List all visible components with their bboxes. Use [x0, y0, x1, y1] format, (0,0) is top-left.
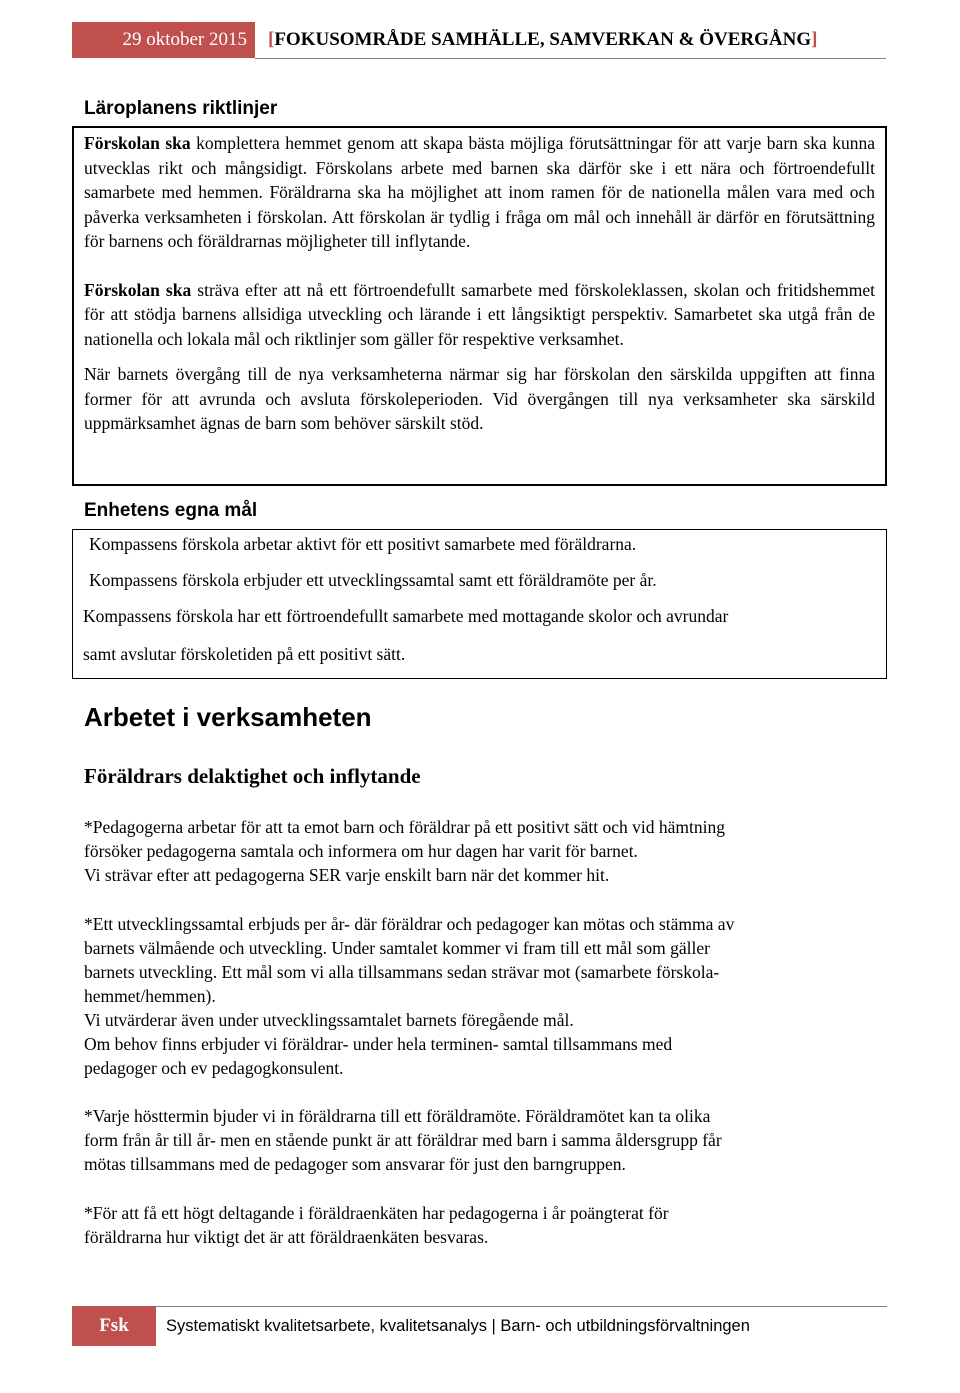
text-line: Om behov finns erbjuder vi föräldrar- under hela terminen- samtal tillsammans med	[84, 1034, 673, 1054]
goal-item: Kompassens förskola erbjuder ett utvecklingssamtal samt ett föräldramöte per år.	[89, 570, 657, 590]
section-heading-egna-mal: Enhetens egna mål	[84, 500, 258, 521]
paragraph-1-text: komplettera hemmet genom att skapa bästa möjliga förutsättningar för att varje barn ska kunna utvecklas rikt och mångsidigt. Förskolans arbete med barnen ska därför ske i ett nära och förtroendefullt samarbete med hemmen. Föräldrarna ska ha möjlighet att inom ramen för de nationella målen vara med och påverka verksamheten i förskolan. Att förskolan är tydlig i fråga om mål och innehåll är därför en förutsättning för barnens och föräldrarnas möjligheter till inflytande.	[84, 133, 875, 251]
paragraph-1-lead: Förskolan ska	[84, 133, 191, 153]
text-line: Vi utvärderar även under utvecklingssamtalet barnets föregående mål.	[84, 1010, 574, 1030]
curriculum-paragraph-2	[84, 278, 875, 352]
goal-item: samt avslutar förskoletiden på ett positivt sätt.	[83, 644, 406, 664]
curriculum-box	[72, 126, 887, 486]
footer-text: Systematiskt kvalitetsarbete, kvalitetsanalys | Barn- och utbildningsförvaltningen	[166, 1317, 750, 1335]
parent-info-block-1	[84, 815, 884, 887]
header-bracket-close: ]	[811, 29, 818, 50]
header-rule	[255, 58, 886, 59]
section-heading-laroplanen: Läroplanens riktlinjer	[84, 98, 278, 119]
page-section-title: Arbetet i verksamheten	[84, 702, 372, 732]
text-line: föräldrarna hur viktigt det är att föräldraenkäten besvaras.	[84, 1227, 489, 1247]
footer-badge: Fsk	[72, 1306, 156, 1346]
paragraph-2-lead: Förskolan ska	[84, 279, 192, 300]
header-title-text: FOKUSOMRÅDE SAMHÄLLE, SAMVERKAN & ÖVERGÅNG	[274, 29, 812, 50]
header-bracket-open: [	[268, 29, 275, 50]
page-footer	[72, 1306, 892, 1346]
goals-box	[72, 529, 887, 679]
header-date: 29 oktober 2015	[72, 22, 255, 58]
text-line: *Pedagogerna arbetar för att ta emot barn och föräldrar på ett positivt sätt och vid hämtning	[84, 817, 725, 837]
text-line: *Ett utvecklingssamtal erbjuds per år- där föräldrar och pedagoger kan mötas och stämma av	[84, 914, 735, 934]
text-line: försöker pedagogerna samtala och informera om hur dagen har varit för barnet.	[84, 841, 638, 861]
text-line: *Varje hösttermin bjuder vi in föräldrarna till ett föräldramöte. Föräldramötet kan ta olika	[84, 1106, 711, 1126]
parent-info-block-2	[84, 912, 884, 1080]
text-line: Vi strävar efter att pedagogerna SER varje enskilt barn när det kommer hit.	[84, 865, 610, 885]
parent-info-block-4	[84, 1201, 884, 1249]
parent-info-block-3	[84, 1104, 884, 1176]
goal-item: Kompassens förskola arbetar aktivt för ett positivt samarbete med föräldrarna.	[89, 534, 637, 554]
curriculum-paragraph-1	[84, 131, 875, 254]
text-line: barnets utveckling. Ett mål som vi alla tillsammans sedan strävar mot (samarbete förskola-	[84, 962, 720, 982]
goal-item: Kompassens förskola har ett förtroendefullt samarbete med mottagande skolor och avrundar	[83, 606, 729, 626]
curriculum-paragraph-3: När barnets övergång till de nya verksamheterna närmar sig har förskolan den särskilda uppgiften att finna former för att avrunda och avsluta förskoleperioden. Vid övergången till nya verksamheter ska särskild uppmärksamhet ägnas de barn som behöver särskilt stöd.	[84, 364, 875, 433]
paragraph-2-text: sträva efter att nå ett förtroendefullt samarbete med förskoleklassen, skolan och fritidshemmet för att stödja barnens allsidiga utveckling och lärande i ett långsiktigt perspektiv. Samarbetet ska utgå från de nationella och lokala mål och riktlinjer som gäller för respektive verksamhet.	[84, 279, 875, 349]
header-title	[268, 22, 817, 58]
text-line: *För att få ett högt deltagande i föräldraenkäten har pedagogerna i år poängterat för	[84, 1203, 669, 1223]
subsection-title: Föräldrars delaktighet och inflytande	[84, 764, 421, 788]
text-line: mötas tillsammans med de pedagoger som ansvarar för just den barngruppen.	[84, 1154, 626, 1174]
text-line: form från år till år- men en stående punkt är att föräldrar med barn i samma åldersgrupp får	[84, 1130, 722, 1150]
text-line: pedagoger och ev pedagogkonsulent.	[84, 1058, 344, 1078]
text-line: hemmet/hemmen).	[84, 986, 216, 1006]
text-line: barnets välmående och utveckling. Under samtalet kommer vi fram till ett mål som gäller	[84, 938, 710, 958]
